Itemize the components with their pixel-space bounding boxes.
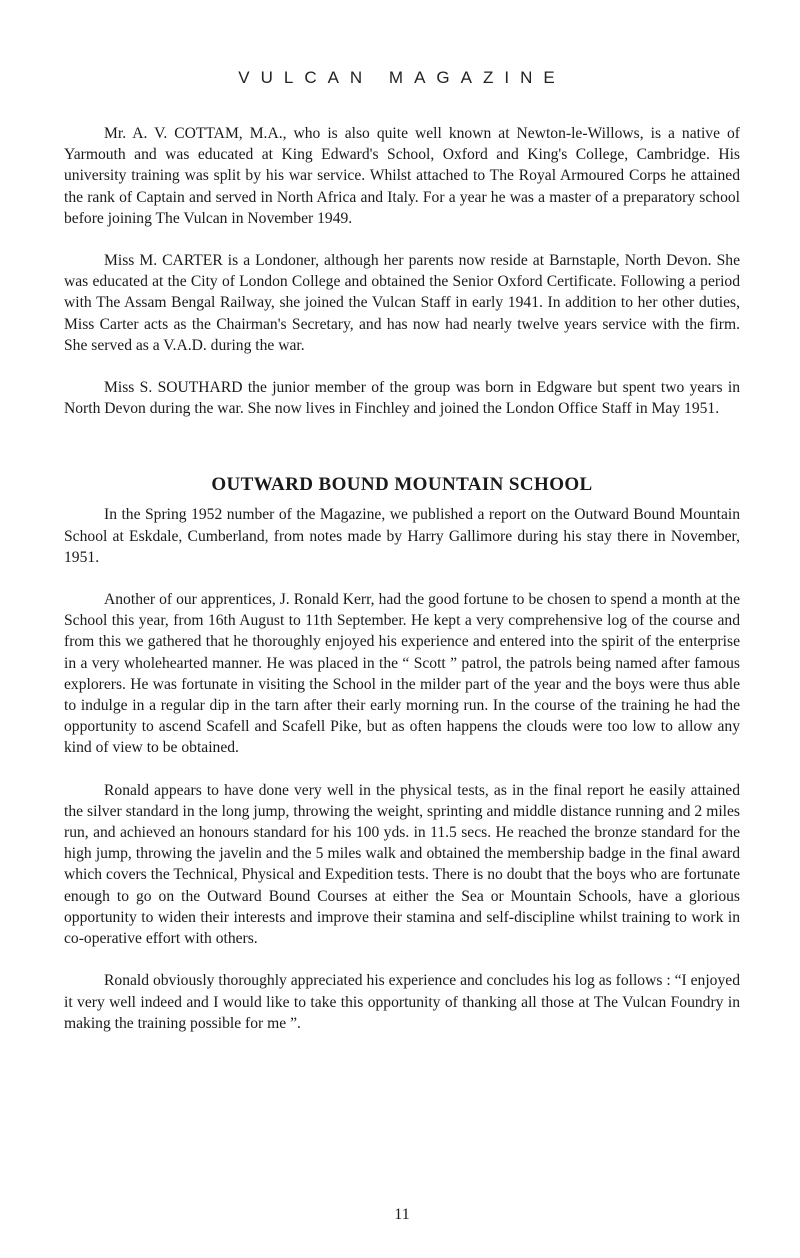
article-heading: OUTWARD BOUND MOUNTAIN SCHOOL — [211, 474, 593, 496]
page-body — [64, 123, 740, 1034]
paragraph-carter: Miss M. CARTER is a Londoner, although her parents now reside at Barnstaple, North Devon. She was educated at the City of London College and obtained the Senior Oxford Certificate. Following a period with The Assam Bengal Railway, she joined the Vulcan Staff in early 1941. In addition to her other duties, Miss Carter acts as the Chairman's Secretary, and has now had nearly twelve years service with the firm. She served as a V.A.D. during the war. — [64, 252, 740, 354]
paragraph-cottam: Mr. A. V. COTTAM, M.A., who is also quite well known at Newton-le-Willows, is a native of Yarmouth and was educated at King Edward's School, Oxford and King's College, Cambridge. His university training was split by his war service. Whilst attached to The Royal Armoured Corps he attained the rank of Captain and served in North Africa and Italy. For a year he was a master of a preparatory school before joining The Vulcan in November 1949. — [64, 125, 740, 227]
article-paragraph-tests: Ronald appears to have done very well in the physical tests, as in the final report he easily attained the silver standard in the long jump, throwing the weight, sprinting and middle distance running and 2 miles run, and achieved an honours standard for his 100 yds. in 11.5 secs. He reached the bronze standard for the high jump, throwing the javelin and the 5 miles walk and obtained the membership badge in the final award which covers the Technical, Physical and Expedition tests. There is no doubt that the boys who are fortunate enough to go on the Outward Bound Courses at either the Sea or Mountain Schools, have a glorious opportunity to widen their interests and improve their stamina and self-discipline whilst training to work in co-operative effort with others. — [64, 781, 740, 948]
paragraph-southard: Miss S. SOUTHARD the junior member of the group was born in Edgware but spent two years in North Devon during the war. She now lives in Finchley and joined the London Office Staff in May 1951. — [64, 379, 740, 418]
article-paragraph-intro: In the Spring 1952 number of the Magazine, we published a report on the Outward Bound Mountain School at Eskdale, Cumberland, from notes made by Harry Gallimore during his stay there in November, 1951. — [64, 506, 740, 566]
article-paragraph-conclusion: Ronald obviously thoroughly appreciated his experience and concludes his log as follows : “I enjoyed it very well indeed and I would like to take this opportunity of thanking all those at The Vulcan Foundry in making the training possible for me ”. — [64, 972, 740, 1032]
page-number: 11 — [394, 1206, 410, 1223]
running-head: VULCAN MAGAZINE — [238, 68, 566, 87]
article-paragraph-kerr: Another of our apprentices, J. Ronald Kerr, had the good fortune to be chosen to spend a month at the School this year, from 16th August to 11th September. He kept a very comprehensive log of the course and from this we gathered that he thoroughly enjoyed his experience and entered into the spirit of the enterprise in a very wholehearted manner. He was placed in the “ Scott ” patrol, the patrols being named after famous explorers. He was fortunate in visiting the School in the milder part of the year and the boys were thus able to indulge in a regular dip in the tarn after their early morning run. In the course of the training he had the opportunity to ascend Scafell and Scafell Pike, but as often happens the clouds were too low to allow any kind of view to be obtained. — [64, 591, 740, 757]
